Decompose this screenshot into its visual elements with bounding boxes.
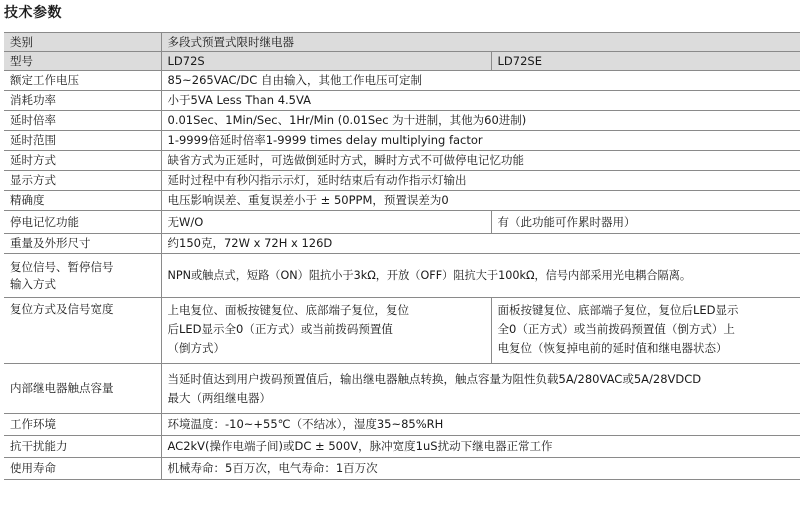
table-row [4,33,800,52]
row-label-interference: 抗干扰能力 [4,436,161,458]
row-label-model: 型号 [4,52,161,71]
row-label-environment: 工作环境 [4,414,161,436]
row-label-service-life: 使用寿命 [4,458,161,480]
row-value-reset-mode-b [491,298,800,364]
row-value-accuracy: 电压影响误差、重复误差小于 ± 50PPM，预置误差为0 [161,191,800,211]
row-value-service-life: 机械寿命：5百万次，电气寿命：1百万次 [161,458,800,480]
row-label-reset-signal-line2: 输入方式 [10,276,56,291]
row-value-category: 多段式预置式限时继电器 [161,33,800,52]
row-value-memory-b: 有（此功能可作累时器用） [491,211,800,234]
table-row [4,414,800,436]
row-value-delay-mode: 缺省方式为正延时，可选做倒延时方式，瞬时方式不可做停电记忆功能 [161,151,800,171]
table-row [4,211,800,234]
table-row [4,254,800,298]
row-value-environment: 环境温度：-10~+55℃（不结冰），湿度35~85%RH [161,414,800,436]
reset-mode-b-line: 全0（正方式）或当前拨码预置值（倒方式）上 [497,322,735,336]
row-value-model-a: LD72S [161,52,491,71]
reset-mode-a-line: 后LED显示全0（正方式）或当前拨码预置值 [167,322,393,336]
row-value-delay-range: 1-9999倍延时倍率1-9999 times delay multiplying factor [161,131,800,151]
page-title: 技术参数 [4,5,62,21]
table-row [4,131,800,151]
row-value-memory-a: 无W/O [161,211,491,234]
table-row [4,298,800,364]
table-row [4,151,800,171]
row-value-power-consumption: 小于5VA Less Than 4.5VA [161,91,800,111]
row-value-model-b: LD72SE [491,52,800,71]
table-row [4,458,800,480]
table-row [4,91,800,111]
row-label-delay-range: 延时范围 [4,131,161,151]
row-value-interference: AC2kV(操作电端子间)或DC ± 500V，脉冲宽度1uS扰动下继电器正常工作 [161,436,800,458]
reset-mode-a-line: 上电复位、面板按键复位、底部端子复位，复位 [167,303,409,317]
spec-table [4,32,800,480]
row-label-accuracy: 精确度 [4,191,161,211]
row-value-reset-signal: NPN或触点式，短路（ON）阻抗小于3kΩ，开放（OFF）阻抗大于100kΩ，信号内部采用光电耦合隔离。 [161,254,800,298]
relay-capacity-line: 最大（两组继电器） [167,390,271,405]
table-row [4,364,800,414]
row-label-rated-voltage: 额定工作电压 [4,71,161,91]
table-row [4,111,800,131]
table-row [4,71,800,91]
reset-mode-a-line: （倒方式） [167,341,225,355]
reset-mode-b-line: 电复位（恢复掉电前的延时值和继电器状态） [497,341,728,355]
table-row [4,191,800,211]
row-label-category: 类别 [4,33,161,52]
row-value-delay-multiplier: 0.01Sec、1Min/Sec、1Hr/Min (0.01Sec 为十进制，其他为60进制) [161,111,800,131]
row-label-power-consumption: 消耗功率 [4,91,161,111]
row-value-reset-mode-a [161,298,491,364]
row-label-display-mode: 显示方式 [4,171,161,191]
table-row [4,52,800,71]
row-value-weight-size: 约150克，72W x 72H x 126D [161,234,800,254]
row-label-weight-size: 重量及外形尺寸 [4,234,161,254]
relay-capacity-line: 当延时值达到用户拨码预置值后，输出继电器触点转换，触点容量为阻性负载5A/280VAC或5A/28VDCD [167,371,702,386]
table-row [4,436,800,458]
table-row [4,234,800,254]
reset-mode-b-line: 面板按键复位、底部端子复位，复位后LED显示 [497,303,739,317]
row-value-rated-voltage: 85~265VAC/DC 自由输入，其他工作电压可定制 [161,71,800,91]
row-label-delay-multiplier: 延时倍率 [4,111,161,131]
table-row [4,171,800,191]
row-label-reset-signal-line1: 复位信号、暂停信号 [10,259,114,274]
row-label-reset-mode: 复位方式及信号宽度 [4,298,161,364]
row-value-relay-capacity [161,364,800,414]
row-label-memory: 停电记忆功能 [4,211,161,234]
row-label-relay-capacity: 内部继电器触点容量 [4,364,161,414]
row-value-display-mode: 延时过程中有秒闪指示示灯，延时结束后有动作指示灯输出 [161,171,800,191]
row-label-reset-signal [4,254,161,298]
row-label-delay-mode: 延时方式 [4,151,161,171]
